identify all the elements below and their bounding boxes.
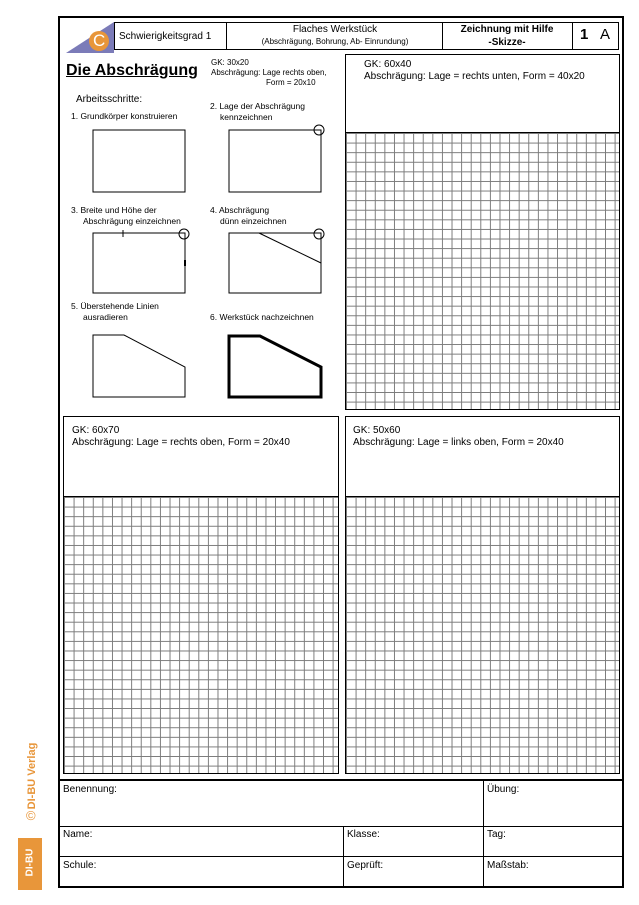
klasse-field[interactable]: Klasse:: [347, 829, 380, 840]
step-4-marker-icon: [314, 229, 324, 239]
uebung-field[interactable]: Übung:: [487, 784, 520, 795]
step-6-shape: [229, 336, 321, 397]
step-4-rectangle: [229, 233, 321, 293]
step-5-line1: 5. Überstehende Linien: [71, 301, 159, 311]
step-6-line1: 6. Werkstück nachzeichnen: [210, 312, 314, 322]
task-3-spec: Abschrägung: Lage = links oben, Form = 20x40: [353, 437, 564, 448]
task-2-gk: GK: 60x70: [72, 425, 120, 436]
logo-letter: C: [93, 31, 106, 50]
name-field[interactable]: Name:: [63, 829, 93, 840]
sheet-letter: A: [600, 26, 611, 43]
step-sketches: [60, 120, 340, 405]
step-3-rectangle: [93, 233, 185, 293]
step-1-rectangle: [93, 130, 185, 192]
step-3-marker-icon: [179, 229, 189, 239]
step-1-line1: 1. Grundkörper konstruieren: [71, 111, 178, 121]
copyright-icon: ©: [26, 808, 36, 823]
difficulty-label: Schwierigkeitsgrad 1: [119, 31, 212, 42]
step-4-line2: dünn einzeichnen: [220, 216, 287, 226]
intro-spec-line2: Form = 20x10: [266, 78, 316, 87]
step-5-shape: [93, 335, 185, 397]
step-2-line2: kennzeichnen: [220, 112, 273, 122]
step-3-line1: 3. Breite und Höhe der: [71, 205, 157, 215]
header-subtitle: (Abschrägung, Bohrung, Ab- Einrundung): [261, 37, 409, 46]
step-3-line2: Abschrägung einzeichnen: [83, 216, 181, 226]
mode-subtitle: -Skizze-: [488, 37, 526, 48]
task-2-spec: Abschrägung: Lage = rechts oben, Form = 20x40: [72, 437, 290, 448]
task-2-drawing-grid[interactable]: [63, 496, 339, 774]
mode-title: Zeichnung mit Hilfe: [460, 24, 554, 35]
task-3-gk: GK: 50x60: [353, 425, 401, 436]
step-2-line1: 2. Lage der Abschrägung: [210, 101, 305, 111]
publisher-logo: DI-BU: [18, 838, 42, 890]
steps-heading: Arbeitsschritte:: [76, 94, 143, 105]
task-1-spec: Abschrägung: Lage = rechts unten, Form = 40x20: [364, 71, 585, 82]
step-4-line1: 4. Abschrägung: [210, 205, 270, 215]
massstab-field[interactable]: Maßstab:: [487, 860, 529, 871]
task-1-gk: GK: 60x40: [364, 59, 412, 70]
task-1-drawing-grid[interactable]: [345, 132, 620, 410]
task-3-drawing-grid[interactable]: [345, 496, 620, 774]
intro-spec-line1: Abschrägung: Lage rechts oben,: [211, 68, 327, 77]
step-5-line2: ausradieren: [83, 312, 128, 322]
benennung-field[interactable]: Benennung:: [63, 784, 117, 795]
sheet-number: 1: [580, 26, 589, 43]
tag-field[interactable]: Tag:: [487, 829, 506, 840]
geprueft-field[interactable]: Geprüft:: [347, 860, 384, 871]
header-title: Flaches Werkstück: [292, 24, 378, 35]
intro-gk: GK: 30x20: [211, 58, 249, 67]
schule-field[interactable]: Schule:: [63, 860, 97, 871]
publisher-name: DI-BU Verlag: [26, 742, 38, 810]
page-title: Die Abschrägung: [66, 62, 198, 79]
step-2-rectangle: [229, 130, 321, 192]
